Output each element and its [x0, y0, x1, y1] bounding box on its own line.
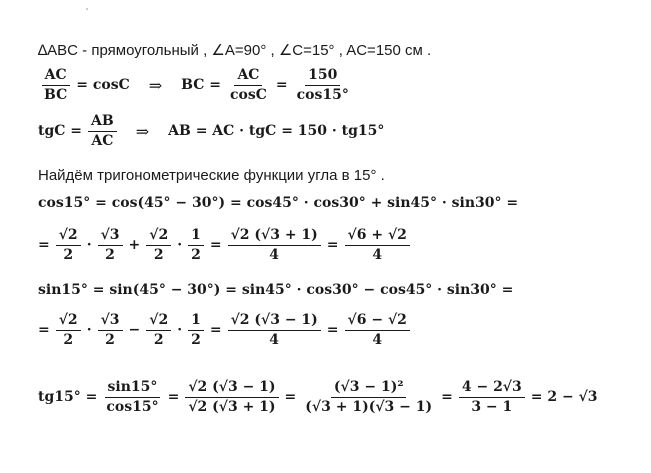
numerator: √2 (√3 + 1): [228, 228, 321, 246]
denominator: (√3 + 1)(√3 − 1): [305, 398, 433, 415]
fraction-difference-4: [345, 313, 410, 347]
fraction-product-4: [228, 228, 321, 262]
step1-line: [38, 68, 355, 102]
fraction-ac-cosc: [227, 68, 270, 102]
denominator: 2: [105, 246, 115, 263]
cos15-line1: cos15° = cos(45° − 30°) = cos45° · cos30° + sin45° · sin30° =: [38, 195, 519, 211]
numerator: √2 (√3 − 1): [185, 380, 278, 398]
denominator: BC: [44, 86, 68, 103]
tg15-result: = 2 − √3: [530, 389, 598, 406]
equals: =: [326, 322, 339, 339]
implies-arrow: ⇒: [135, 121, 150, 141]
equals-cosc: = cosC: [76, 77, 130, 94]
denominator: 4: [372, 246, 383, 263]
numerator: √6 + √2: [345, 228, 410, 246]
fraction-sqrt3-2: [98, 228, 123, 262]
tgc-lhs: tgC =: [38, 123, 83, 140]
equals: =: [38, 237, 50, 254]
equals: =: [38, 322, 50, 339]
equals: =: [167, 389, 180, 406]
sin15-line1: sin15° = sin(45° − 30°) = sin45° · cos30° − cos45° · sin30° =: [38, 282, 514, 298]
numerator: √3: [98, 313, 123, 331]
numerator: √2: [146, 313, 171, 331]
numerator: √2: [56, 228, 81, 246]
denominator: 2: [191, 246, 201, 263]
fraction-product-4: [228, 313, 321, 347]
fraction-1-2: [188, 228, 204, 262]
fraction-sum-4: [345, 228, 410, 262]
denominator: cos15°: [296, 86, 349, 103]
denominator: cosC: [230, 86, 267, 103]
denominator: 2: [153, 246, 164, 263]
dot: ·: [86, 237, 92, 254]
problem-statement: ∆ABC - прямоугольный , ∠A=90° , ∠C=15° , AC=150 см .: [38, 42, 432, 59]
numerator: 1: [188, 228, 204, 246]
equals: =: [275, 77, 288, 94]
denominator: 4: [269, 331, 280, 348]
equals: =: [209, 237, 222, 254]
fraction-products: [185, 380, 278, 414]
denominator: 4: [372, 331, 383, 348]
implies-arrow: ⇒: [148, 75, 163, 95]
numerator: √2 (√3 − 1): [228, 313, 321, 331]
denominator: 2: [191, 331, 201, 348]
corner-mark: [86, 8, 88, 10]
numerator: sin15°: [105, 380, 161, 398]
step2-line: [38, 114, 387, 148]
fraction-sqrt2-2: [56, 313, 81, 347]
dot: ·: [86, 322, 92, 339]
numerator: 1: [188, 313, 204, 331]
cos15-line2: [38, 228, 413, 262]
fraction-sqrt2-2: [146, 313, 171, 347]
ab-expression: AB = AC · tgC = 150 · tg15°: [168, 123, 385, 140]
numerator: √6 − √2: [345, 313, 410, 331]
denominator: 4: [269, 246, 280, 263]
fraction-ac-bc: [41, 68, 70, 102]
fraction-simplified: [459, 380, 525, 414]
fraction-1-2: [188, 313, 204, 347]
denominator: 2: [105, 331, 115, 348]
denominator: 3 − 1: [471, 398, 513, 415]
numerator: √2: [146, 228, 171, 246]
denominator: cos15°: [106, 398, 159, 415]
numerator: AB: [88, 114, 117, 132]
dot: ·: [177, 322, 183, 339]
denominator: 2: [63, 331, 74, 348]
equals: =: [326, 237, 339, 254]
minus: −: [128, 322, 141, 339]
numerator: √3: [98, 228, 123, 246]
equals: =: [441, 389, 453, 406]
denominator: √2 (√3 + 1): [188, 398, 276, 415]
fraction-sin-cos: [103, 380, 161, 414]
fraction-squared: [302, 380, 435, 414]
fraction-150-cos15: [294, 68, 352, 102]
plus: +: [128, 237, 141, 254]
fraction-ab-ac: [88, 114, 117, 148]
numerator: √2: [56, 313, 81, 331]
fraction-sqrt2-2: [146, 228, 171, 262]
equals: =: [284, 389, 297, 406]
numerator: AC: [234, 68, 262, 86]
equals: =: [209, 322, 222, 339]
fraction-sqrt2-2: [56, 228, 81, 262]
denominator: AC: [91, 132, 114, 149]
numerator: 150: [305, 68, 340, 86]
numerator: (√3 − 1)²: [331, 380, 407, 398]
sin15-line2: [38, 313, 413, 347]
fraction-sqrt3-2: [98, 313, 123, 347]
numerator: AC: [42, 68, 70, 86]
dot: ·: [177, 237, 183, 254]
intro-text: Найдём тригонометрические функции угла в 15° .: [38, 167, 385, 184]
bc-lhs: BC =: [181, 77, 221, 94]
tg15-lhs: tg15° =: [38, 389, 98, 406]
denominator: 2: [153, 331, 164, 348]
numerator: 4 − 2√3: [459, 380, 525, 398]
denominator: 2: [63, 246, 74, 263]
tg15-line: [38, 380, 601, 414]
